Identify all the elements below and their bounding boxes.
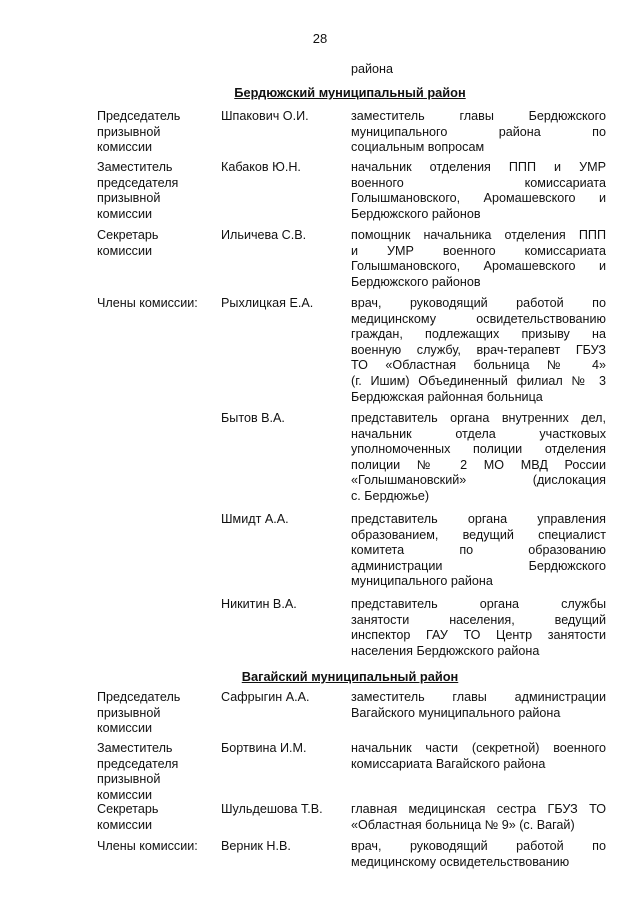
member-position: [351, 802, 606, 833]
position-line: представитель органа внутренних дел,: [351, 411, 606, 425]
role-line: Заместитель: [97, 741, 173, 755]
position-line: заместитель главы Бердюжского: [351, 109, 606, 123]
role-line: Председатель: [97, 690, 181, 704]
member-name: Шмидт А.А.: [221, 512, 289, 526]
member-role: [97, 802, 217, 833]
member-name: Бытов В.А.: [221, 411, 285, 425]
role-line: комиссии: [97, 817, 153, 832]
section-heading: Вагайский муниципальный район: [241, 669, 459, 684]
position-line: военную службу, врач-терапевт ГБУЗ: [351, 342, 606, 357]
member-position: [351, 512, 606, 590]
member-name: Сафрыгин А.А.: [221, 690, 310, 704]
role-line: председателя: [97, 756, 179, 771]
position-line: представитель органа службы: [351, 597, 606, 611]
section-heading: Бердюжский муниципальный район: [234, 85, 466, 100]
position-line: «Областная больница № 9» (с. Вагай): [351, 817, 575, 832]
role-line: Председатель: [97, 109, 181, 123]
member-position: [351, 411, 606, 505]
carried-over-text: района: [351, 62, 394, 76]
position-line: Голышмановского, Аромашевского и: [351, 259, 606, 274]
position-line: начальник отделения ППП и УМР: [351, 160, 606, 174]
role-line: комиссии: [97, 787, 153, 802]
member-name: Бортвина И.М.: [221, 741, 307, 755]
position-line: начальник части (секретной) военного: [351, 741, 606, 755]
member-name: Шпакович О.И.: [221, 109, 309, 123]
position-line: Голышмановского, Аромашевского и: [351, 191, 606, 206]
position-line: заместитель главы администрации: [351, 690, 606, 704]
position-line: социальным вопросам: [351, 140, 485, 155]
member-position: [351, 296, 606, 405]
position-line: представитель органа управления: [351, 512, 606, 526]
position-line: врач, руководящий работой по: [351, 839, 606, 853]
position-line: комиссариата Вагайского района: [351, 756, 546, 771]
member-role: [97, 296, 217, 312]
member-name: Ильичева С.В.: [221, 228, 307, 242]
member-role: [97, 160, 217, 222]
position-line: Бердюжского районов: [351, 274, 481, 289]
position-line: занятости населения, ведущий: [351, 612, 606, 627]
position-line: Бердюжская районная больница: [351, 389, 543, 404]
position-line: уполномоченных полиции отделения: [351, 442, 606, 457]
position-line: населения Бердюжского района: [351, 643, 540, 658]
member-position: [351, 839, 606, 870]
position-line: главная медицинская сестра ГБУЗ ТО: [351, 802, 606, 816]
position-line: образованием, ведущий специалист: [351, 527, 606, 542]
member-name: Никитин В.А.: [221, 597, 297, 611]
position-line: врач, руководящий работой по: [351, 296, 606, 310]
member-role: [97, 741, 217, 803]
member-name: Рыхлицкая Е.А.: [221, 296, 314, 310]
role-line: комиссии: [97, 140, 153, 155]
member-name: Верник Н.В.: [221, 839, 291, 853]
position-line: полиции № 2 МО МВД России: [351, 457, 606, 472]
position-line: (г. Ишим) Объединенный филиал № 3: [351, 373, 606, 388]
role-line: Секретарь: [97, 802, 159, 816]
position-line: муниципального района по: [351, 124, 606, 139]
member-position: [351, 741, 606, 772]
role-line: призывной: [97, 772, 161, 787]
member-role: [97, 690, 217, 737]
member-name: Кабаков Ю.Н.: [221, 160, 301, 174]
role-line: комиссии: [97, 243, 153, 258]
member-position: [351, 597, 606, 659]
role-line: председателя: [97, 175, 179, 190]
position-line: Бердюжского районов: [351, 206, 481, 221]
position-line: начальник отдела участковых: [351, 426, 606, 441]
position-line: «Голышмановский» (дислокация: [351, 473, 606, 488]
role-line: призывной: [97, 191, 161, 206]
member-name: Шульдешова Т.В.: [221, 802, 323, 816]
position-line: Вагайского муниципального района: [351, 705, 561, 720]
position-line: военного комиссариата: [351, 175, 606, 190]
position-line: граждан, подлежащих призыву на: [351, 327, 606, 342]
role-line: Члены комиссии:: [97, 839, 198, 853]
member-role: [97, 228, 217, 259]
position-line: помощник начальника отделения ППП: [351, 228, 606, 242]
position-line: администрации Бердюжского: [351, 558, 606, 573]
role-line: комиссии: [97, 206, 153, 221]
member-role: [97, 109, 217, 156]
member-position: [351, 228, 606, 290]
position-line: и УМР военного комиссариата: [351, 243, 606, 258]
role-line: призывной: [97, 124, 161, 139]
position-line: медицинскому освидетельствованию: [351, 311, 606, 326]
position-line: муниципального района: [351, 574, 493, 589]
role-line: Секретарь: [97, 228, 159, 242]
position-line: ТО «Областная больница № 4»: [351, 358, 606, 373]
position-line: с. Бердюжье): [351, 488, 430, 503]
role-line: призывной: [97, 705, 161, 720]
role-line: Заместитель: [97, 160, 173, 174]
page-number: 28: [312, 31, 328, 46]
member-position: [351, 160, 606, 222]
position-line: медицинскому освидетельствованию: [351, 854, 570, 869]
role-line: Члены комиссии:: [97, 296, 198, 310]
position-line: комитета по образованию: [351, 543, 606, 558]
role-line: комиссии: [97, 721, 153, 736]
member-role: [97, 839, 217, 855]
member-position: [351, 690, 606, 721]
position-line: инспектор ГАУ ТО Центр занятости: [351, 628, 606, 643]
member-position: [351, 109, 606, 156]
